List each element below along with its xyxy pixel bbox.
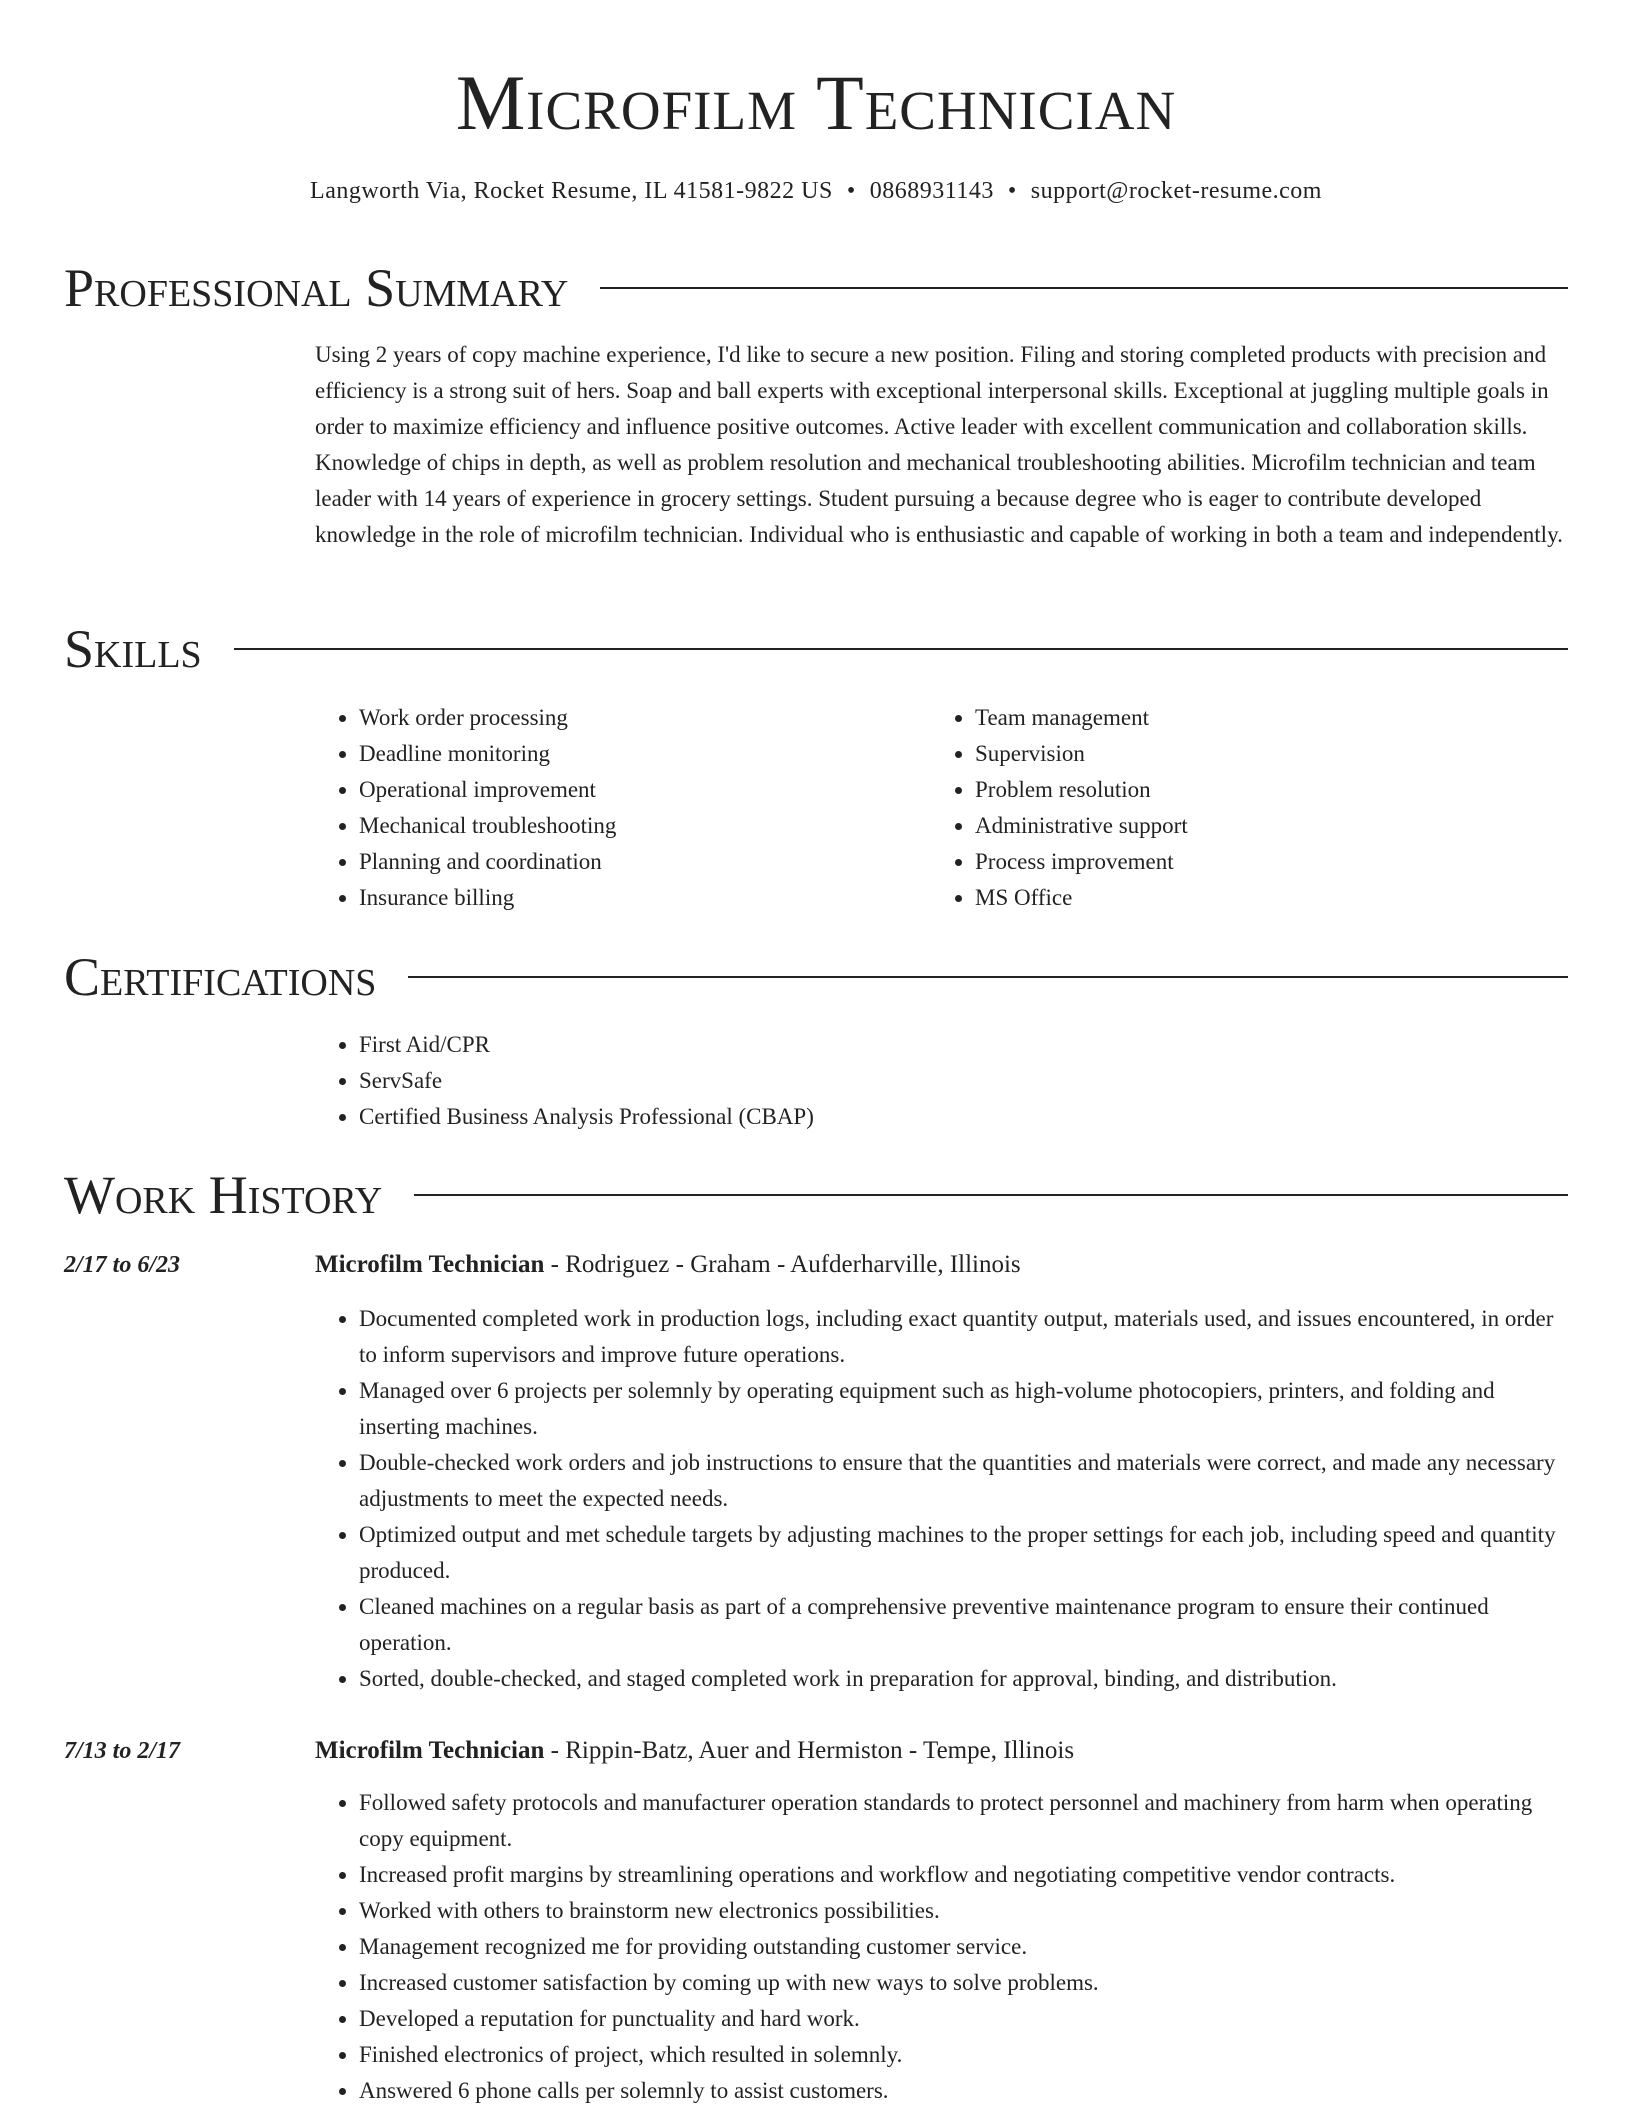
job-bullet-item: • Management recognized me for providing outstanding customer service. (359, 1929, 1567, 1965)
job-bullet-item: • Sorted, double-checked, and staged completed work in preparation for approval, binding, and distribution. (359, 1661, 1567, 1697)
section-heading: Professional Summary (64, 258, 569, 318)
contact-separator: • (1007, 178, 1017, 204)
section-work-history (64, 1160, 1568, 1230)
section-divider (414, 1194, 1568, 1196)
job-bullet-item: • Cleaned machines on a regular basis as part of a comprehensive preventive maintenance program to ensure their continued operation. (359, 1589, 1567, 1661)
section-divider (234, 648, 1568, 650)
skill-item: • Problem resolution (975, 772, 1531, 808)
job-bullet-item: • Developed a reputation for punctuality and hard work. (359, 2001, 1567, 2037)
skill-item: • Operational improvement (359, 772, 915, 808)
job-bullet-item: • Worked with others to brainstorm new electronics possibilities. (359, 1893, 1567, 1929)
job-bullet-item: • Followed safety protocols and manufacturer operation standards to protect personnel and machinery from harm when operating copy equipment. (359, 1785, 1567, 1857)
certification-item: • First Aid/CPR (359, 1027, 1565, 1063)
job-dates: 7/13 to 2/17 (64, 1738, 181, 1764)
job-bullet-item: • Finished electronics of project, which resulted in solemnly. (359, 2037, 1567, 2073)
section-heading: Certifications (64, 947, 377, 1007)
job-bullet-item: • Increased profit margins by streamlining operations and workflow and negotiating competitive vendor contracts. (359, 1857, 1567, 1893)
section-divider (408, 976, 1568, 978)
contact-separator: • (846, 178, 856, 204)
skill-item: • Process improvement (975, 844, 1531, 880)
job-bullet-item: • Increased customer satisfaction by coming up with new ways to solve problems. (359, 1965, 1567, 2001)
section-professional-summary (64, 253, 1568, 323)
section-heading: Work History (64, 1165, 383, 1225)
job-employer: - Rodriguez - Graham - Aufderharville, Illinois (544, 1251, 1021, 1278)
candidate-name: Microfilm Technician (455, 59, 1177, 146)
job-title: Microfilm Technician (315, 1251, 545, 1278)
job-bullet-item: • Managed over 6 projects per solemnly by operating equipment such as high-volume photocopiers, printers, and folding and inserting machines. (359, 1373, 1567, 1445)
contact-line (0, 175, 1632, 207)
contact-email: support@rocket-resume.com (1030, 178, 1322, 204)
contact-address: Langworth Via, Rocket Resume, IL 41581-9822 US (310, 178, 833, 204)
job-header (315, 1247, 1021, 1283)
skill-item: • Insurance billing (359, 880, 915, 916)
section-heading: Skills (64, 619, 202, 679)
certification-item: • ServSafe (359, 1063, 1565, 1099)
skill-item: • Deadline monitoring (359, 736, 915, 772)
certifications-list (315, 1027, 1565, 1135)
skill-item: • Administrative support (975, 808, 1531, 844)
certification-item: • Certified Business Analysis Professional (CBAP) (359, 1099, 1565, 1135)
contact-phone: 0868931143 (869, 178, 994, 204)
job-title: Microfilm Technician (315, 1737, 545, 1764)
job-dates: 2/17 to 6/23 (64, 1252, 181, 1278)
job-bullet-item: • Double-checked work orders and job instructions to ensure that the quantities and materials were correct, and made any necessary adjustments to meet the expected needs. (359, 1445, 1567, 1517)
skill-item: • Planning and coordination (359, 844, 915, 880)
section-divider (600, 287, 1568, 289)
section-certifications (64, 942, 1568, 1012)
section-skills (64, 614, 1568, 684)
skill-item: • Mechanical troubleshooting (359, 808, 915, 844)
skill-item: • Supervision (975, 736, 1531, 772)
skill-item: • Team management (975, 700, 1531, 736)
job-bullets (315, 1785, 1567, 2109)
job-bullet-item: • Optimized output and met schedule targets by adjusting machines to the proper settings for each job, including speed and quantity produced. (359, 1517, 1567, 1589)
skills-column-left (315, 700, 915, 916)
job-bullets (315, 1301, 1567, 1697)
job-header (315, 1733, 1074, 1769)
job-employer: - Rippin-Batz, Auer and Hermiston - Tempe, Illinois (544, 1737, 1075, 1764)
summary-text: Using 2 years of copy machine experience, I'd like to secure a new position. Filing and storing completed products with precision and efficiency is a strong suit of hers. Soap and ball experts with exceptional interpersonal skills. Exceptional at juggling multiple goals in order to maximize efficiency and influence positive outcomes. Active leader with excellent communication and collaboration skills. Knowledge of chips in depth, as well as problem resolution and mechanical troubleshooting abilities. Microfilm technician and team leader with 14 years of experience in grocery settings. Student pursuing a because degree who is eager to contribute developed knowledge in the role of microfilm technician. Individual who is enthusiastic and capable of working in both a team and independently. (315, 342, 1563, 547)
skills-column-right (931, 700, 1531, 916)
skill-item: • MS Office (975, 880, 1531, 916)
job-bullet-item: • Answered 6 phone calls per solemnly to assist customers. (359, 2073, 1567, 2109)
job-bullet-item: • Documented completed work in production logs, including exact quantity output, materials used, and issues encountered, in order to inform supervisors and improve future operations. (359, 1301, 1567, 1373)
skill-item: • Work order processing (359, 700, 915, 736)
